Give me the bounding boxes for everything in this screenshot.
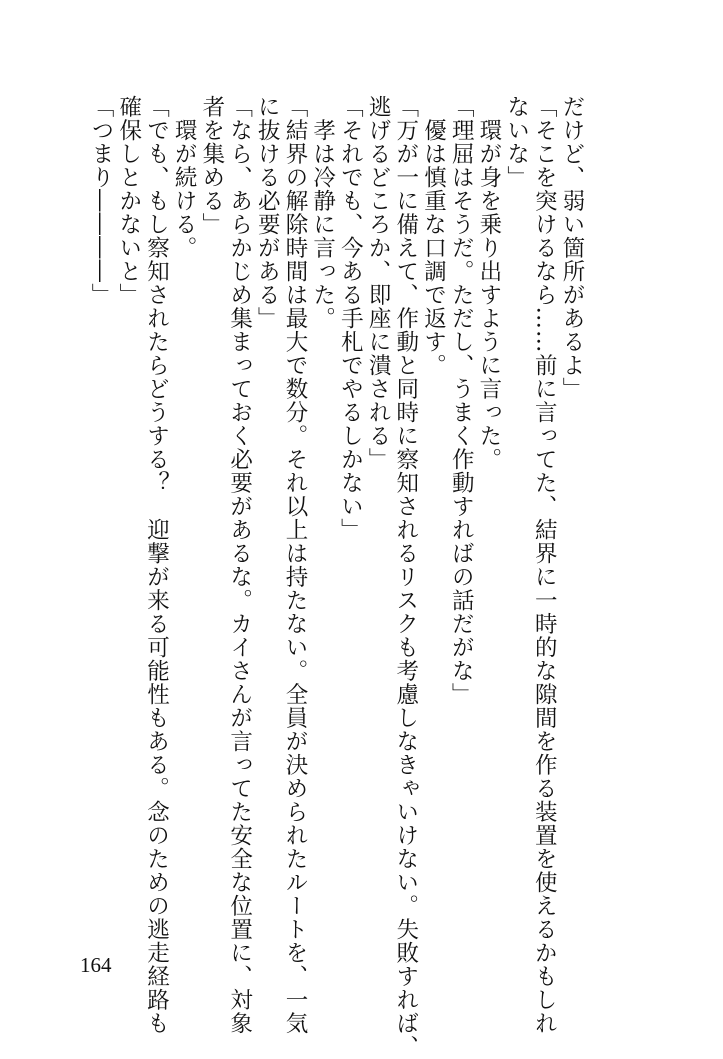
text-line: 逃げるどころか、即座に潰される」 <box>365 95 392 471</box>
text-line: 「理屈はそうだ。ただし、うまく作動すればの話だがな」 <box>448 95 475 706</box>
text-line: 「結界の解除時間は最大で数分。それ以上は持たない。全員が決められたルートを、一気 <box>281 95 308 1035</box>
text-line: ないな」 <box>503 95 530 189</box>
text-line: 「それでも、今ある手札でやるしかない」 <box>337 95 364 542</box>
page-number: 164 <box>80 953 112 977</box>
text-line: 孝は冷静に言った。 <box>309 95 336 330</box>
text-line: だけど、弱い箇所があるよ」 <box>559 95 585 401</box>
text-line: に抜ける必要がある」 <box>254 95 281 330</box>
text-line: 環が身を乗り出すように言った。 <box>475 95 502 471</box>
text-line: 「そこを突けるなら……前に言ってた、結界に一時的な隙間を作る装置を使えるかもしれ <box>531 95 558 1035</box>
text-line: 確保しとかないと」 <box>115 95 142 307</box>
text-line: 「つまり――――」 <box>88 95 115 307</box>
text-line: 「なら、あらかじめ集まっておく必要があるな。カイさんが言ってた安全な位置に、対象 <box>226 95 253 1035</box>
text-line: 環が続ける。 <box>171 95 198 260</box>
text-line: 「万が一に備えて、作動と同時に察知されるリスクも考慮しなきゃいけない。失敗すれば、 <box>392 95 419 1059</box>
text-line: 「でも、もし察知されたらどうする？ 迎撃が来る可能性もある。念のための逃走経路も <box>143 95 170 1035</box>
text-line: 優は慎重な口調で返す。 <box>420 95 447 377</box>
text-line: 者を集める」 <box>198 95 225 236</box>
